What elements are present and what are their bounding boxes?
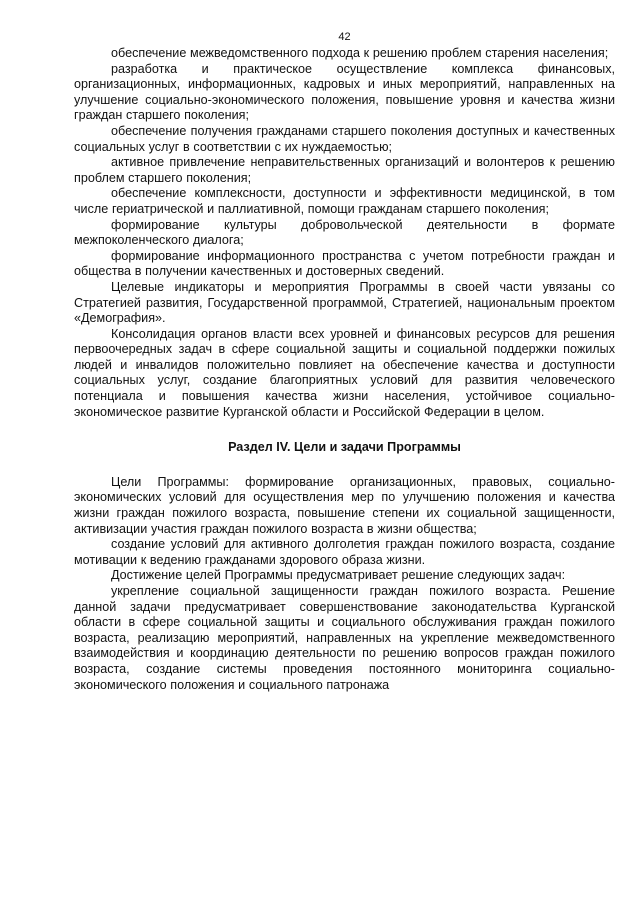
paragraphs-before-section — [74, 46, 615, 420]
page-number: 42 — [338, 31, 351, 43]
section-title: Раздел IV. Цели и задачи Программы — [228, 440, 461, 455]
paragraph: активное привлечение неправительственных организаций и волонтеров к решению проблем старшего поколения; — [74, 155, 615, 185]
paragraph: обеспечение получения гражданами старшего поколения доступных и качественных социальных услуг в соответствии с их нуждаемостью; — [74, 123, 615, 154]
paragraph: укрепление социальной защищенности граждан пожилого возраста. Решение данной задачи предусматривает совершенствование законодательства Курганской области в сфере социальной защиты и социального обслуживания граждан пожилого возраста, реализацию мероприятий, направленных на укрепление межведомственного взаимодействия и координацию деятельности по решению вопросов граждан пожилого возраста, создание системы проведения постоянного мониторинга социально-экономического положения и социального патронажа — [74, 584, 615, 692]
paragraph: Консолидация органов власти всех уровней и финансовых ресурсов для решения первоочередных задач в сфере социальной защиты и социальной поддержки пожилых людей и инвалидов положительно повлияет на обеспечение качества и доступности социальных услуг, создание благоприятных условий для развития человеческого потенциала и повышения качества жизни населения, устойчивое социально-экономическое развитие Курганской области и Российской Федерации в целом. — [74, 326, 615, 419]
paragraph: Целевые индикаторы и мероприятия Программы в своей части увязаны со Стратегией развития, Государственной программой, Стратегией, национальным проектом «Демография». — [74, 279, 615, 326]
paragraph: обеспечение межведомственного подхода к решению проблем старения населения; — [111, 46, 609, 60]
document-page — [74, 30, 615, 693]
paragraph: формирование культуры добровольческой деятельности в формате межпоколенческого диалога; — [74, 217, 615, 248]
paragraph: обеспечение комплексности, доступности и эффективности медицинской, в том числе гериатрической и паллиативной, помощи гражданам старшего поколения; — [74, 186, 615, 216]
paragraph: Цели Программы: формирование организационных, правовых, социально-экономических условий для осуществления мер по улучшению положения и качества жизни граждан пожилого возраста, повышение степени их социальной защищенности, активизации участия граждан пожилого возраста в жизни общества; — [74, 474, 615, 536]
paragraph: создание условий для активного долголетия граждан пожилого возраста, создание мотивации к ведению гражданами здорового образа жизни. — [74, 537, 615, 567]
paragraph: разработка и практическое осуществление комплекса финансовых, организационных, информационных, кадровых и иных мероприятий, направленных на улучшение социально-экономического положения, повышение уровня и качества жизни граждан старшего поколения; — [74, 61, 615, 123]
paragraph: Достижение целей Программы предусматривает решение следующих задач: — [111, 568, 566, 583]
paragraphs-after-section — [74, 475, 615, 693]
paragraph: формирование информационного пространства с учетом потребности граждан и общества в получении качественных и достоверных сведений. — [74, 248, 615, 279]
